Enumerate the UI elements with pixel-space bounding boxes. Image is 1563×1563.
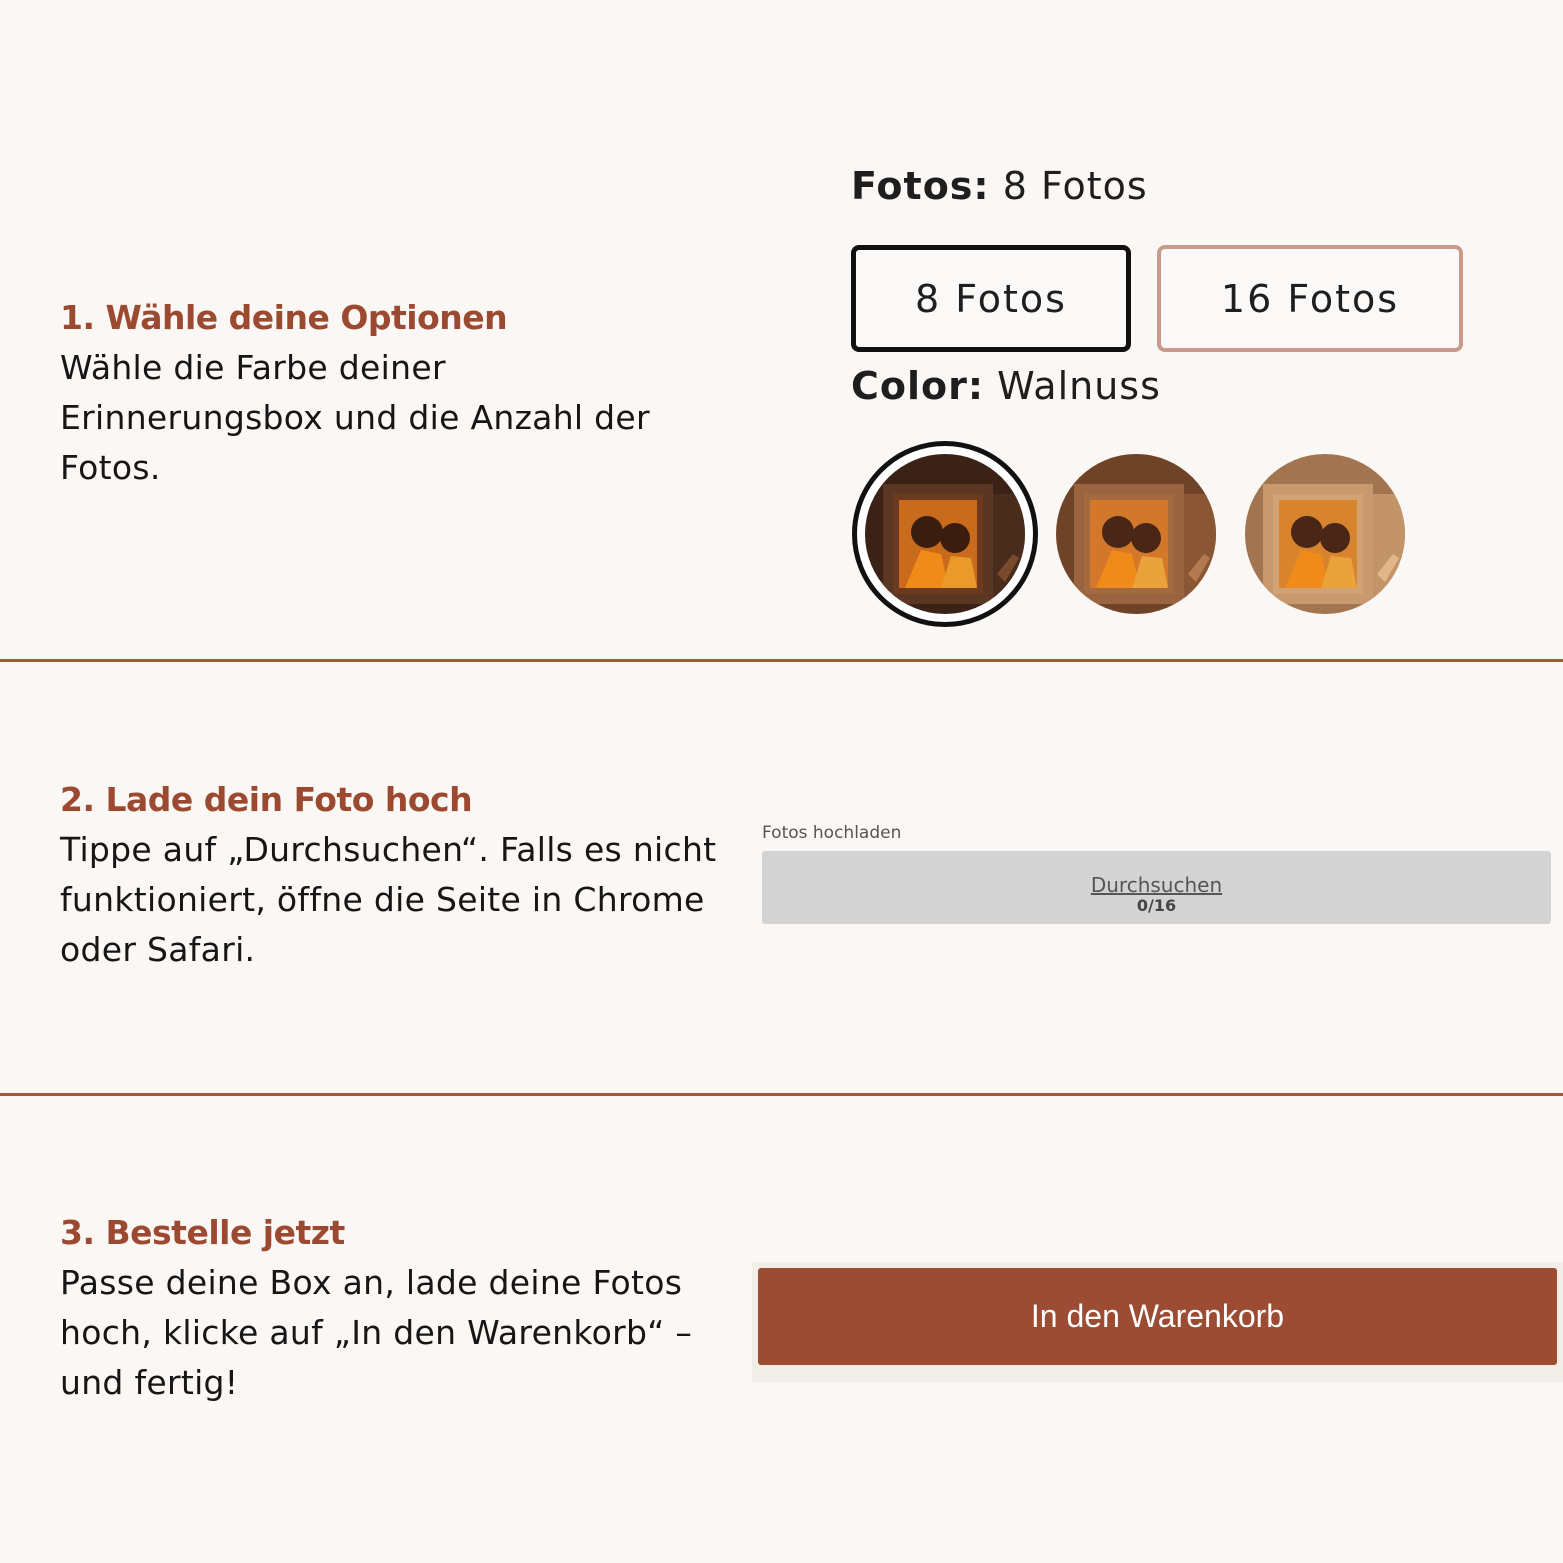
photos-value: 8 Fotos (1002, 164, 1148, 208)
step-1-body: Wähle die Farbe deiner Erinnerungsbox und die Anzahl der Fotos. (60, 348, 650, 487)
step-3-text (60, 1208, 740, 1408)
wood-photo-box-icon (865, 454, 1025, 614)
wood-photo-box-icon (1056, 454, 1216, 614)
color-option-label (851, 364, 1161, 408)
swatch-walnuss[interactable] (865, 454, 1025, 614)
step-3-title: 3. Bestelle jetzt (60, 1213, 345, 1252)
color-value: Walnuss (997, 364, 1161, 408)
size-16-fotos-button[interactable] (1157, 245, 1463, 352)
size-8-fotos-button[interactable] (851, 245, 1131, 352)
color-label: Color: (851, 364, 985, 408)
swatch-eiche[interactable] (1245, 454, 1405, 614)
step-3-body: Passe deine Box an, lade deine Fotos hoch, klicke auf „In den Warenkorb“ – und fertig! (60, 1263, 693, 1402)
step-2-text (60, 775, 740, 975)
size-16-fotos-label: 16 Fotos (1220, 276, 1400, 321)
photos-label: Fotos: (851, 164, 990, 208)
photos-option-label (851, 164, 1148, 208)
section-divider-2 (0, 1093, 1563, 1096)
upload-dropzone[interactable] (762, 851, 1551, 924)
browse-link[interactable]: Durchsuchen (1090, 873, 1223, 897)
upload-count: 0/16 (1136, 896, 1177, 915)
upload-label: Fotos hochladen (762, 823, 902, 843)
swatch-kirsche[interactable] (1056, 454, 1216, 614)
wood-photo-box-icon (1245, 454, 1405, 614)
size-8-fotos-label: 8 Fotos (915, 276, 1067, 321)
step-2-title: 2. Lade dein Foto hoch (60, 780, 473, 819)
step-1-title: 1. Wähle deine Optionen (60, 298, 508, 337)
add-to-cart-button[interactable]: In den Warenkorb (758, 1268, 1557, 1365)
section-divider-1 (0, 659, 1563, 662)
step-1-text (60, 293, 740, 493)
step-2-body: Tippe auf „Durchsuchen“. Falls es nicht funktioniert, öffne die Seite in Chrome oder Safari. (60, 830, 717, 969)
